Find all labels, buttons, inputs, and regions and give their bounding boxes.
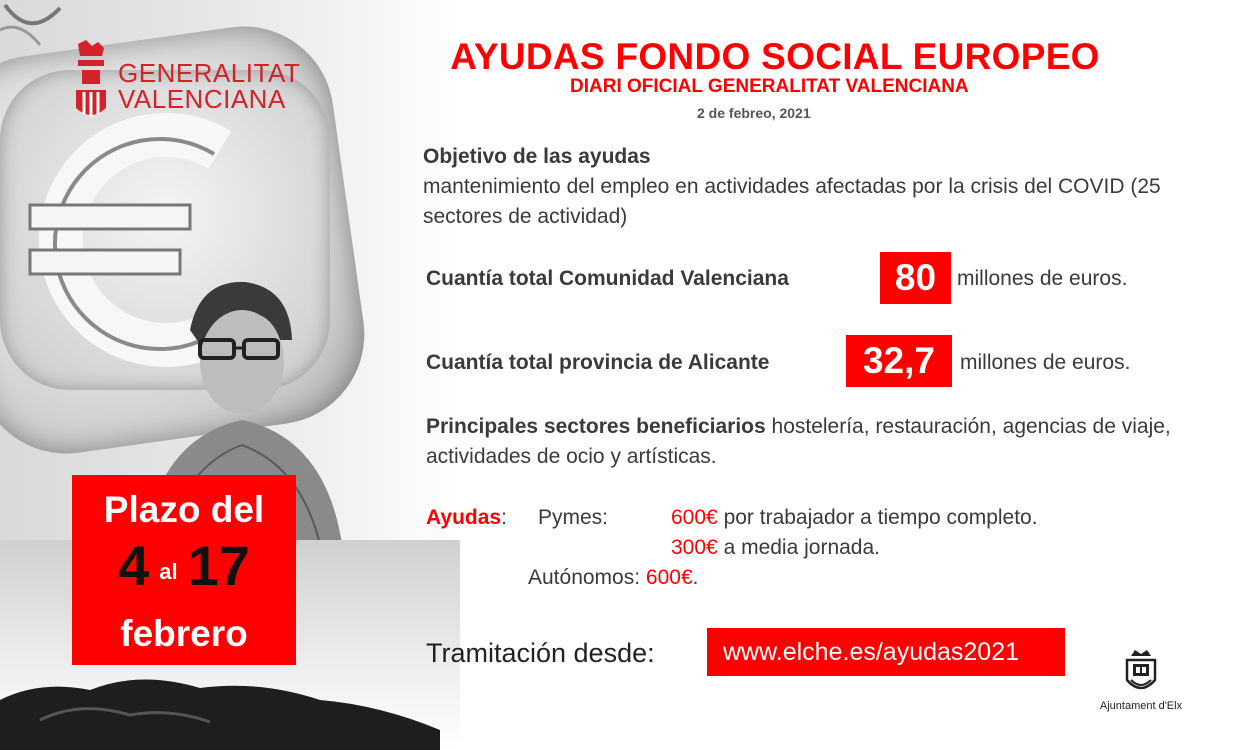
aid-pymes-full-amount: 600€ [671, 506, 718, 529]
cv-amount-value: 80 [880, 252, 951, 304]
logo-line-1: GENERALITAT [118, 58, 301, 88]
world-map-icon [0, 660, 440, 750]
elx-caption: Ajuntament d'Elx [1099, 700, 1183, 712]
sectors-heading: Principales sectores beneficiarios [426, 415, 766, 438]
elx-crest-icon [1123, 650, 1159, 696]
aid-pymes-full-text: por trabajador a tiempo completo. [723, 506, 1038, 529]
aid-label [426, 503, 507, 533]
generalitat-logo [72, 40, 312, 122]
sectors-body: hostelería, restauración, agencias de viaje, actividades de ocio y artísticas. [426, 415, 1171, 468]
aid-pymes-label: Pymes: [538, 506, 609, 529]
deadline-month: febrero [120, 613, 248, 654]
alicante-amount-unit: millones de euros. [960, 351, 1131, 374]
page-subtitle: DIARI OFICIAL GENERALITAT VALENCIANA [570, 76, 969, 97]
logo-wordmark [118, 60, 300, 112]
aid-autonomos [528, 563, 698, 593]
cv-amount-unit: millones de euros. [957, 267, 1128, 290]
logo-line-2: VALENCIANA [118, 84, 286, 114]
processing-label: Tramitación desde: [426, 638, 655, 668]
deadline-box [72, 475, 296, 665]
cv-amount-label: Cuantía total Comunidad Valenciana [426, 267, 789, 290]
generalitat-emblem-icon [72, 40, 110, 122]
aid-label-text: Ayudas [426, 506, 502, 529]
aid-pymes-half-amount: 300€ [671, 536, 718, 559]
deadline-from: 4 [118, 534, 150, 597]
ajuntament-elx-logo [1086, 650, 1196, 720]
deadline-to: 17 [187, 534, 250, 597]
alicante-amount-value: 32,7 [846, 335, 952, 387]
publication-date: 2 de febreo, 2021 [697, 105, 811, 121]
deadline-al: al [159, 559, 178, 584]
aid-pymes-half-text: a media jornada. [723, 536, 880, 559]
sectors-paragraph [426, 412, 1186, 472]
aid-pymes-full [671, 503, 1038, 533]
alicante-amount-label: Cuantía total provincia de Alicante [426, 351, 770, 374]
objective-body: mantenimiento del empleo en actividades afectadas por la crisis del COVID (25 sectores de actividad) [423, 175, 1161, 228]
objective-heading: Objetivo de las ayudas [423, 145, 651, 168]
aid-autonomos-dot: . [692, 566, 699, 589]
deadline-line-1: Plazo del [103, 489, 265, 530]
aid-label-colon: : [501, 506, 507, 529]
deadline-dates [72, 533, 296, 598]
aid-autonomos-amount: 600€ [645, 566, 693, 589]
aid-autonomos-label: Autónomos: [528, 566, 641, 589]
processing-url-link[interactable]: www.elche.es/ayudas2021 [707, 628, 1065, 676]
page-title: AYUDAS FONDO SOCIAL EUROPEO [450, 36, 1100, 77]
aid-pymes-half [671, 533, 880, 563]
